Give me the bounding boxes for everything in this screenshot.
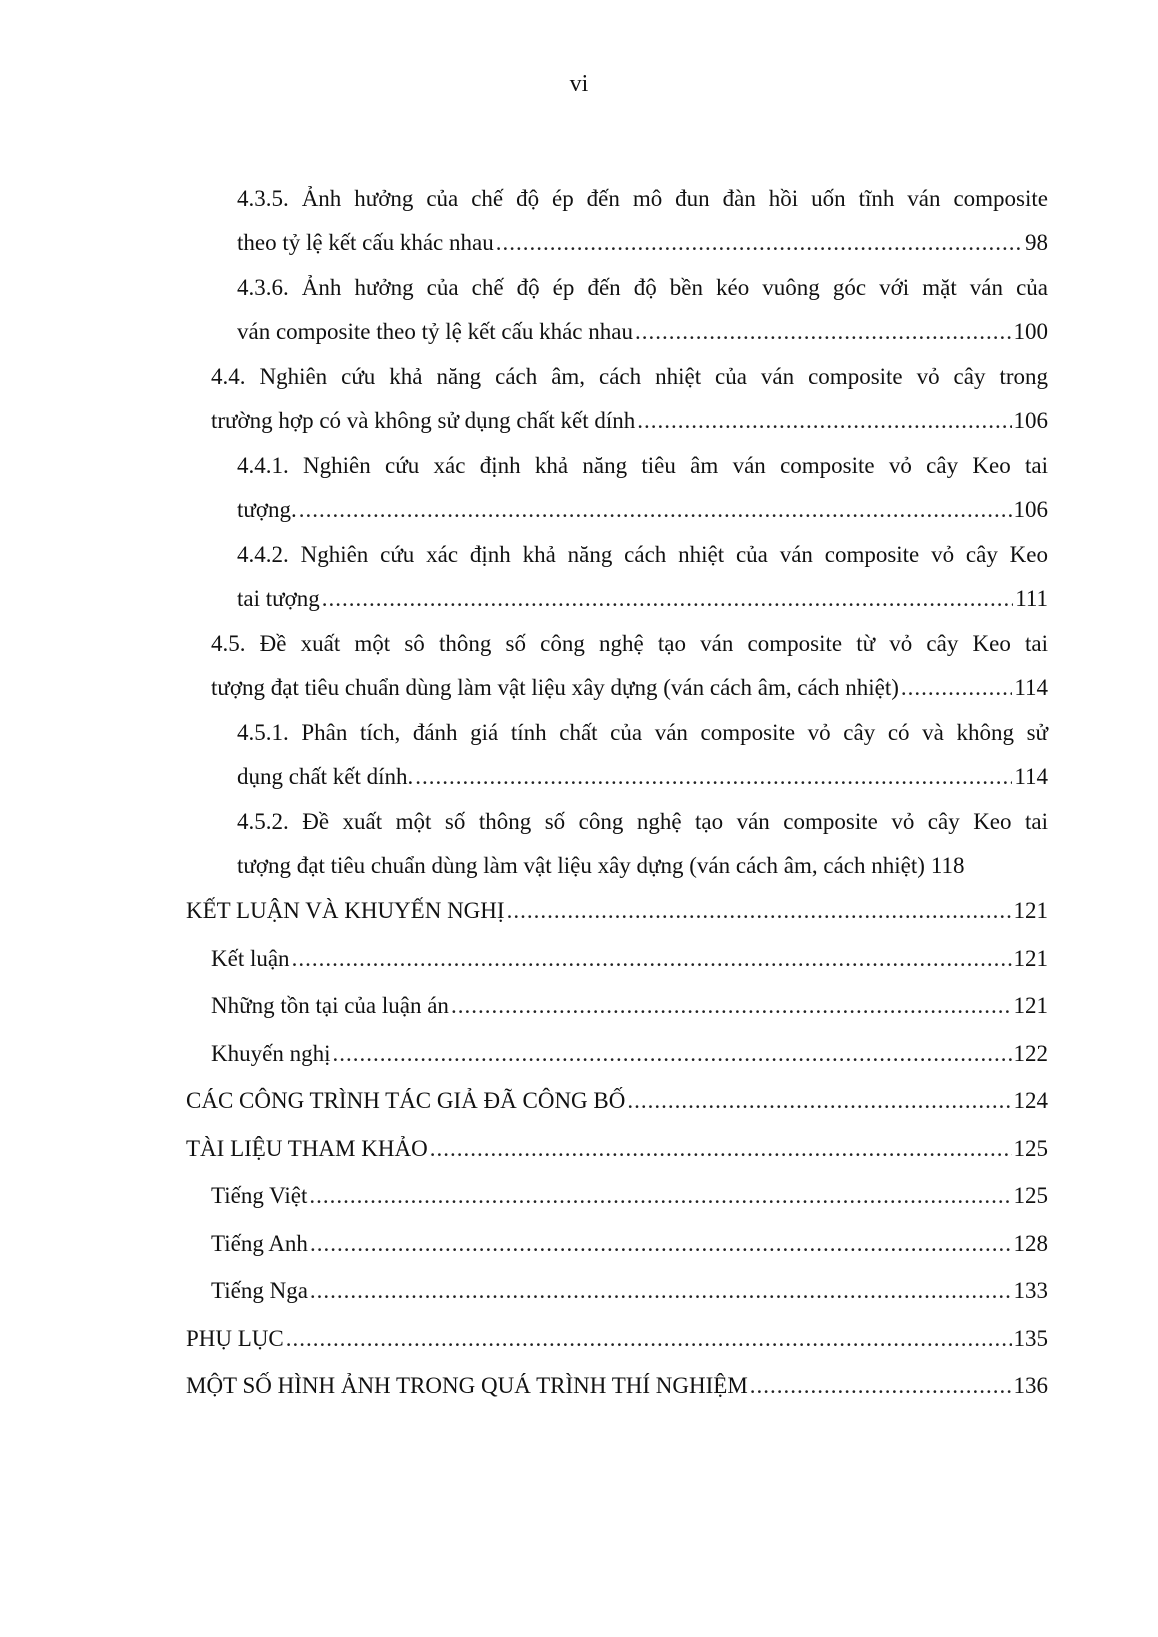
toc-entry-4-3-6[interactable] bbox=[237, 266, 1048, 354]
toc-entry-tieng-anh[interactable] bbox=[211, 1222, 1048, 1266]
toc-entry-page: 125 bbox=[1013, 1183, 1048, 1208]
toc-entry-tieng-viet[interactable] bbox=[211, 1174, 1048, 1218]
toc-entry-title-line1: 4.4. Nghiên cứu khả năng cách âm, cách nhiệt của ván composite vỏ cây trong bbox=[211, 364, 1048, 389]
toc-entry-ket-luan-khuyen-nghi[interactable] bbox=[186, 889, 1048, 933]
toc-entry-title: TÀI LIỆU THAM KHẢO bbox=[186, 1136, 428, 1161]
toc-entry-title-line1: 4.5.2. Đề xuất một số thông số công nghệ tạo ván composite vỏ cây Keo tai bbox=[237, 809, 1048, 834]
toc-entry-page: 122 bbox=[1013, 1041, 1048, 1066]
toc-entry-title-line1: 4.5.1. Phân tích, đánh giá tính chất của ván composite vỏ cây có và không sử bbox=[237, 720, 1048, 745]
dot-leader bbox=[635, 310, 1012, 354]
toc-entry-title: PHỤ LỤC bbox=[186, 1326, 284, 1351]
toc-entry-phu-luc[interactable] bbox=[186, 1317, 1048, 1361]
toc-entry-4-3-5[interactable] bbox=[237, 177, 1048, 265]
toc-entry-mot-so-hinh-anh[interactable] bbox=[186, 1364, 1048, 1408]
toc-entry-4-5-1[interactable] bbox=[237, 711, 1048, 799]
dot-leader bbox=[430, 1127, 1012, 1171]
toc-entry-khuyen-nghi[interactable] bbox=[211, 1032, 1048, 1076]
toc-entry-4-5-2[interactable] bbox=[237, 800, 1048, 888]
toc-entry-page: 135 bbox=[1013, 1326, 1048, 1351]
toc-entry-title: Tiếng Anh bbox=[211, 1231, 308, 1256]
toc-entry-title-line2: tượng đạt tiêu chuẩn dùng làm vật liệu xây dựng (ván cách âm, cách nhiệt) bbox=[237, 853, 925, 878]
toc-entry-nhung-ton-tai[interactable] bbox=[211, 984, 1048, 1028]
toc-entry-title: Những tồn tại của luận án bbox=[211, 993, 449, 1018]
dot-leader bbox=[901, 666, 1012, 710]
toc-entry-title: Khuyến nghị bbox=[211, 1041, 331, 1066]
dot-leader bbox=[637, 399, 1011, 443]
toc-entry-page: 114 bbox=[1014, 764, 1048, 789]
toc-entry-title-line1: 4.4.2. Nghiên cứu xác định khả năng cách nhiệt của ván composite vỏ cây Keo bbox=[237, 542, 1048, 567]
toc-entry-page: 128 bbox=[1013, 1231, 1048, 1256]
toc-entry-4-5[interactable] bbox=[211, 622, 1048, 710]
dot-leader bbox=[309, 1174, 1011, 1218]
toc-entry-title-line1: 4.3.6. Ảnh hưởng của chế độ ép đến độ bền kéo vuông góc với mặt ván của bbox=[237, 275, 1048, 300]
dot-leader bbox=[299, 488, 1012, 532]
toc-entry-tieng-nga[interactable] bbox=[211, 1269, 1048, 1313]
dot-leader bbox=[310, 1269, 1012, 1313]
toc-entry-title: Kết luận bbox=[211, 946, 290, 971]
toc-entry-page: 124 bbox=[1013, 1088, 1048, 1113]
toc-entry-page: 121 bbox=[1013, 946, 1048, 971]
toc-entry-cac-cong-trinh[interactable] bbox=[186, 1079, 1048, 1123]
page-number: vi bbox=[569, 71, 589, 97]
toc-entry-title-line2: tượng đạt tiêu chuẩn dùng làm vật liệu xây dựng (ván cách âm, cách nhiệt) bbox=[211, 675, 899, 700]
dot-leader bbox=[415, 755, 1012, 799]
toc-entry-title-line1: 4.3.5. Ảnh hưởng của chế độ ép đến mô đun đàn hồi uốn tĩnh ván composite bbox=[237, 186, 1048, 211]
toc-entry-page: 118 bbox=[930, 853, 965, 878]
dot-leader bbox=[292, 937, 1012, 981]
toc-entry-page: 100 bbox=[1013, 319, 1048, 344]
toc-entry-title-line2: tai tượng bbox=[237, 586, 320, 611]
dot-leader bbox=[451, 984, 1012, 1028]
toc-entry-title-line1: 4.5. Đề xuất một sô thông số công nghệ tạo ván composite từ vỏ cây Keo tai bbox=[211, 631, 1048, 656]
dot-leader bbox=[507, 889, 1012, 933]
dot-leader bbox=[627, 1079, 1011, 1123]
dot-leader bbox=[496, 221, 1023, 265]
toc-entry-4-4[interactable] bbox=[211, 355, 1048, 443]
toc-entry-ket-luan[interactable] bbox=[211, 937, 1048, 981]
dot-leader bbox=[310, 1222, 1012, 1266]
toc-entry-title: Tiếng Nga bbox=[211, 1278, 308, 1303]
toc-entry-page: 98 bbox=[1025, 230, 1048, 255]
toc-entry-title: KẾT LUẬN VÀ KHUYẾN NGHỊ bbox=[186, 898, 505, 923]
toc-entry-page: 121 bbox=[1013, 898, 1048, 923]
dot-leader bbox=[332, 1032, 1011, 1076]
toc-entry-title-line2: trường hợp có và không sử dụng chất kết dính bbox=[211, 408, 636, 433]
toc-entry-page: 136 bbox=[1013, 1373, 1048, 1398]
toc-entry-page: 133 bbox=[1013, 1278, 1048, 1303]
toc-entry-title: Tiếng Việt bbox=[211, 1183, 308, 1208]
toc-entry-title-line2: theo tỷ lệ kết cấu khác nhau bbox=[237, 230, 494, 255]
dot-leader bbox=[286, 1317, 1012, 1361]
toc-entry-tai-lieu-tham-khao[interactable] bbox=[186, 1127, 1048, 1171]
dot-leader bbox=[322, 577, 1013, 621]
toc-entry-page: 114 bbox=[1014, 675, 1048, 700]
toc-entry-page: 121 bbox=[1013, 993, 1048, 1018]
toc-entry-title-line1: 4.4.1. Nghiên cứu xác định khả năng tiêu âm ván composite vỏ cây Keo tai bbox=[237, 453, 1048, 478]
dot-leader bbox=[750, 1364, 1012, 1408]
toc-entry-4-4-2[interactable] bbox=[237, 533, 1048, 621]
toc-entry-title-line2: dụng chất kết dính. bbox=[237, 764, 414, 789]
toc-entry-page: 106 bbox=[1013, 408, 1048, 433]
toc-entry-page: 111 bbox=[1015, 586, 1048, 611]
toc-entry-page: 106 bbox=[1013, 497, 1048, 522]
toc-entry-title-line2: ván composite theo tỷ lệ kết cấu khác nhau bbox=[237, 319, 633, 344]
toc-entry-title-line2: tượng. bbox=[237, 497, 297, 522]
toc-entry-page: 125 bbox=[1013, 1136, 1048, 1161]
toc-entry-title: CÁC CÔNG TRÌNH TÁC GIẢ ĐÃ CÔNG BỐ bbox=[186, 1088, 626, 1113]
toc-entry-4-4-1[interactable] bbox=[237, 444, 1048, 532]
toc-entry-title: MỘT SỐ HÌNH ẢNH TRONG QUÁ TRÌNH THÍ NGHIỆM bbox=[186, 1373, 748, 1398]
